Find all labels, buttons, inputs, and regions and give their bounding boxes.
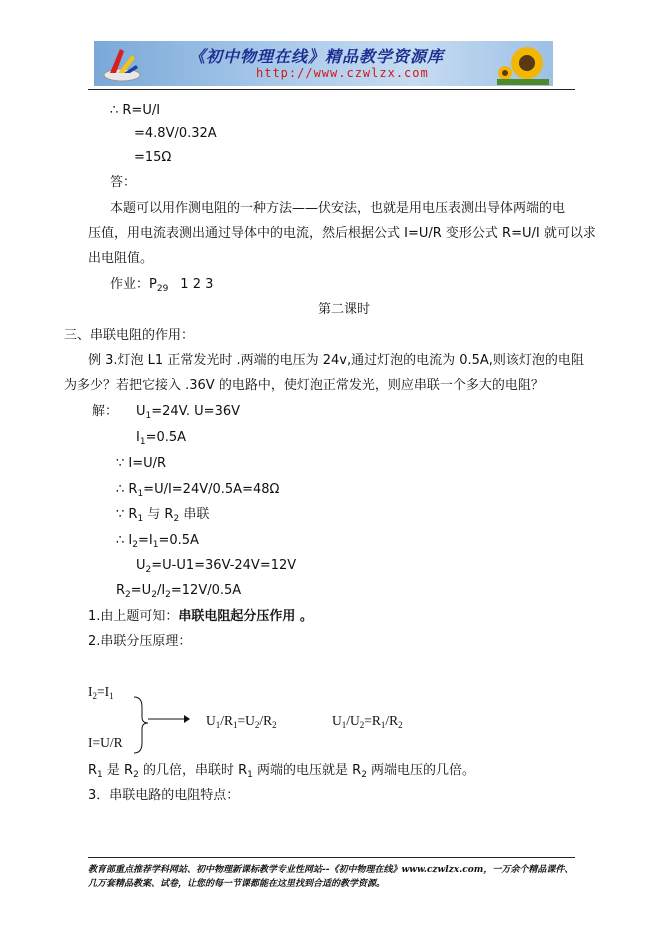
solution-step-1: $U_1=24V$. U=36V — [136, 404, 241, 421]
formula-ratio-2: $U_1/U_2=R_1/R_2$ — [332, 713, 403, 730]
section-heading-3: 三、串联电阻的作用： — [64, 328, 195, 343]
solution-step-2: $I_1=0.5A$ — [136, 430, 187, 447]
paragraph-line-2: 压值，用电流表测出通过导体中的电流，然后根据公式 I=U/R 变形公式 R=U/I 就可以求 — [88, 226, 596, 241]
header-banner — [94, 41, 553, 86]
site-logo-icon — [102, 45, 142, 83]
banner-url[interactable]: http://www.czwlzx.com — [256, 66, 429, 80]
footer — [88, 863, 598, 891]
solution-step-6: ∴ $I_2=I_1=0.5A$ — [116, 533, 199, 550]
footer-line-2: 几万套精品教案、试卷，让您的每一节课都能在这里找到合适的教学资源。 — [88, 879, 386, 889]
example-line-2: 为多少？若把它接入 .36V 的电路中，使灯泡正常发光，则应串联一个多大的电阻？ — [64, 378, 544, 393]
footer-line-1: 教育部重点推荐学科网站、初中物理新课标教学专业性网站--《初中物理在线》www.czwlzx.com，一万余个精品课件、 — [88, 865, 574, 875]
solution-step-3: ∵ I=U/R — [116, 456, 167, 471]
banner-title: 《初中物理在线》精品教学资源库 — [189, 47, 445, 66]
line-answer-label: 答： — [110, 175, 137, 190]
line-calc: =4.8V/0.32A — [134, 126, 217, 141]
solution-step-5: ∵ $R_1$ 与 $R_2$ 串联 — [116, 507, 210, 524]
homework-line: 作业：$P_{29}$ 1 2 3 — [110, 277, 214, 294]
point-2: 2.串联分压原理： — [88, 634, 192, 649]
footer-rule — [88, 857, 575, 858]
formula-current-equal: $I_2=I_1$ — [88, 684, 114, 701]
point-3: 3．串联电路的电阻特点： — [88, 788, 240, 803]
solution-step-8: $R_2=U_2/I_2=12V/0.5A$ — [116, 583, 242, 600]
solution-step-4: ∴ $R_1=U/I=24V/0.5A=48\Omega$ — [116, 482, 280, 499]
header-rule — [88, 89, 575, 90]
solution-step-7: $U_2=U-U1=36V-24V=12V$ — [136, 558, 297, 575]
formula-ratio-1: $U_1/R_1=U_2/R_2$ — [206, 713, 277, 730]
line-r-formula: ∴ R=U/I — [110, 103, 161, 118]
paragraph-line-1: 本题可以用作测电阻的一种方法——伏安法，也就是用电压表测出导体两端的电 — [110, 201, 566, 216]
point-ratio-text: $R_1$ 是 $R_2$ 的几倍，串联时 $R_1$ 两端的电压就是 $R_2$ 两端电压的几倍。 — [88, 763, 476, 780]
example-line-1: 例 3.灯泡 L1 正常发光时 .两端的电压为 24v,通过灯泡的电流为 0.5A,则该灯泡的电阻 — [88, 353, 584, 368]
section-heading-lesson2: 第二课时 — [318, 302, 371, 317]
sunflower-icon — [497, 43, 549, 85]
brace-arrow-icon — [132, 695, 192, 755]
point-1: 1.由上题可知：串联电阻起分压作用 。 — [88, 609, 313, 624]
solution-label: 解： — [92, 404, 119, 419]
formula-ohms-law: I=U/R — [88, 735, 123, 750]
paragraph-line-3: 出电阻值。 — [88, 251, 154, 266]
line-result: =15Ω — [134, 150, 172, 165]
